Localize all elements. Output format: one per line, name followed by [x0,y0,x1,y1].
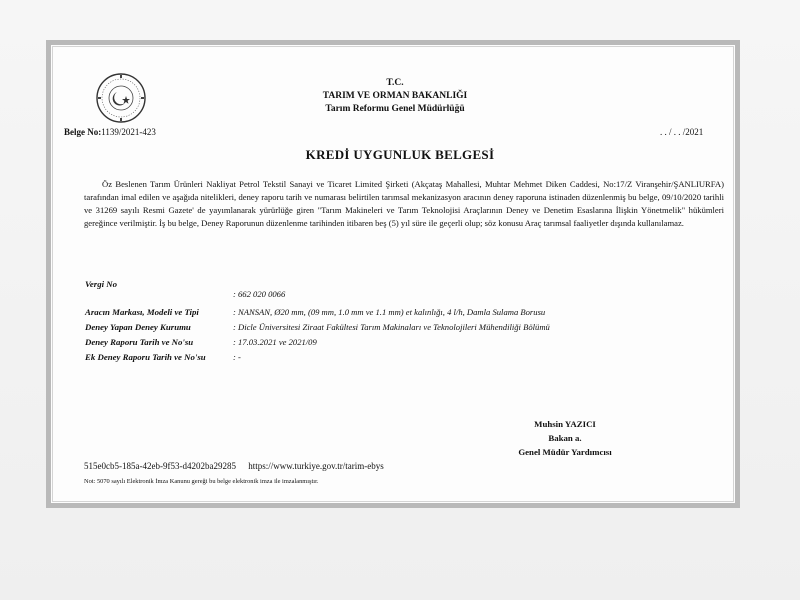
document-body: Öz Beslenen Tarım Ürünleri Nakliyat Petrol Tekstil Sanayi ve Ticaret Limited Şirketi (Akçataş Mahallesi, Muhtar Mehmet Diken Caddesi, No:17/Z Viranşehir/ŞANLIURFA) tarafından imal edilen ve aşağıda nitelikleri, deney raporu tarih ve numarası belirtilen tarımsal mekanizasyon aracının deney raporuna istinaden düzenlenmiş bu belge, 09/10/2020 tarihli ve 31269 sayılı Resmi Gazete' de yayımlanarak yürürlüğe giren "Tarım Makineleri ve Tarım Teknolojisi Araçlarının Deney ve Denetim Esaslarına İlişkin Yönetmelik" hükümleri gereğince verilmiştir. İş bu belge, Deney Raporunun düzenlenme tarihinden itibaren beş (5) yıl süre ile geçerli olup; söz konusu Araç tarımsal faaliyetler dışında kullanılamaz. [84,179,724,229]
field-label-ek-deney-raporu: Ek Deney Raporu Tarih ve No'su [85,352,206,362]
signatory-name: Muhsin YAZICI [534,419,596,429]
ministry-seal-icon [95,72,147,124]
belge-number-value: 1139/2021-423 [101,127,156,137]
field-label-arac: Aracın Markası, Modeli ve Tipi [85,307,199,317]
belge-number [64,127,156,137]
header-directorate: Tarım Reformu Genel Müdürlüğü [325,104,465,114]
header-tc: T.C. [386,78,404,88]
field-value-deney-kurumu: : Dicle Üniversitesi Ziraat Fakültesi Tarım Makinaları ve Teknolojileri Mühendiliği Bölümü [233,322,550,332]
signatory-title: Genel Müdür Yardımcısı [518,447,612,457]
field-value-deney-raporu: : 17.03.2021 ve 2021/09 [233,337,317,347]
header-ministry: TARIM VE ORMAN BAKANLIĞI [322,91,468,101]
field-label-deney-kurumu: Deney Yapan Deney Kurumu [85,322,191,332]
field-label-vergi-no: Vergi No [85,279,118,289]
verification-line [84,461,384,471]
field-value-ek-deney-raporu: : - [233,352,241,362]
field-value-arac: : NANSAN, Ø20 mm, (09 mm, 1.0 mm ve 1.1 mm) et kalınlığı, 4 l/h, Damla Sulama Borusu [233,307,546,317]
verification-code: 515e0cb5-185a-42eb-9f53-d4202ba29285 [84,461,236,471]
verification-url[interactable]: https://www.turkiye.gov.tr/tarim-ebys [248,461,384,471]
e-signature-note: Not: 5070 sayılı Elektronik İmza Kanunu gereği bu belge elektronik imza ile imzalanmıştır. [84,478,319,485]
belge-number-label: Belge No: [64,127,102,137]
document-date: . . / . . /2021 [660,127,704,137]
signatory-line1: Bakan a. [548,433,582,443]
field-label-deney-raporu: Deney Raporu Tarih ve No'su [85,337,194,347]
document-title: KREDİ UYGUNLUK BELGESİ [305,147,495,162]
field-value-vergi-no: : 662 020 0066 [233,289,286,299]
